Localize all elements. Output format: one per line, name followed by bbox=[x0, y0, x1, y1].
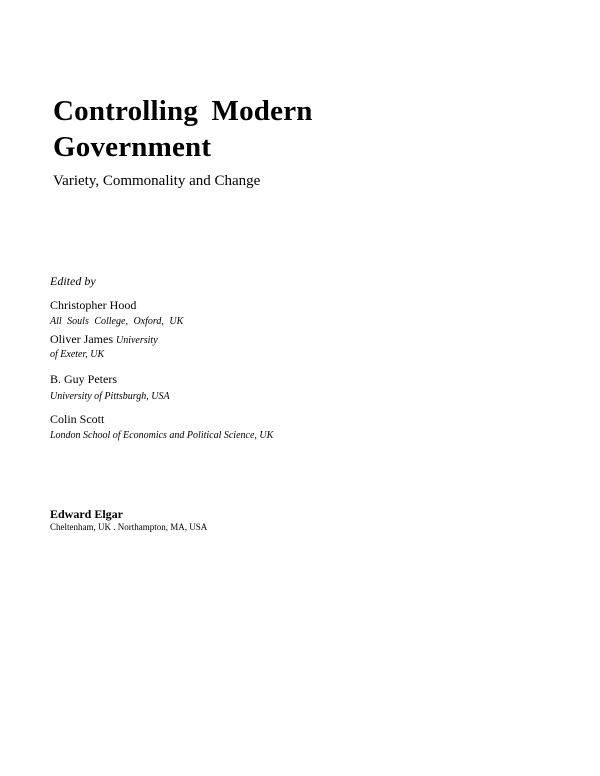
editor-affiliation-james-part1: University bbox=[115, 335, 158, 346]
editor-name-james bbox=[50, 331, 158, 349]
editor-name-scott: Colin Scott bbox=[50, 412, 105, 426]
book-title-line-2: Government bbox=[53, 131, 212, 163]
editor-name-hood: Christopher Hood bbox=[50, 298, 137, 312]
edited-by-label: Edited by bbox=[50, 274, 96, 288]
editor-name-peters: B. Guy Peters bbox=[50, 372, 117, 386]
editor-affiliation-hood: All Souls College, Oxford, UK bbox=[50, 316, 184, 327]
book-subtitle: Variety, Commonality and Change bbox=[53, 173, 261, 189]
editor-affiliation-peters: University of Pittsburgh, USA bbox=[50, 391, 170, 402]
editor-affiliation-james-part2: of Exeter, UK bbox=[50, 349, 105, 360]
editor-name-james-text: Oliver James bbox=[50, 332, 113, 346]
editor-affiliation-scott: London School of Economics and Political Science, UK bbox=[50, 430, 274, 441]
publisher-places: Cheltenham, UK . Northampton, MA, USA bbox=[50, 522, 208, 532]
book-title-line-1: Controlling Modern bbox=[53, 95, 313, 127]
publisher-name: Edward Elgar bbox=[50, 507, 124, 521]
